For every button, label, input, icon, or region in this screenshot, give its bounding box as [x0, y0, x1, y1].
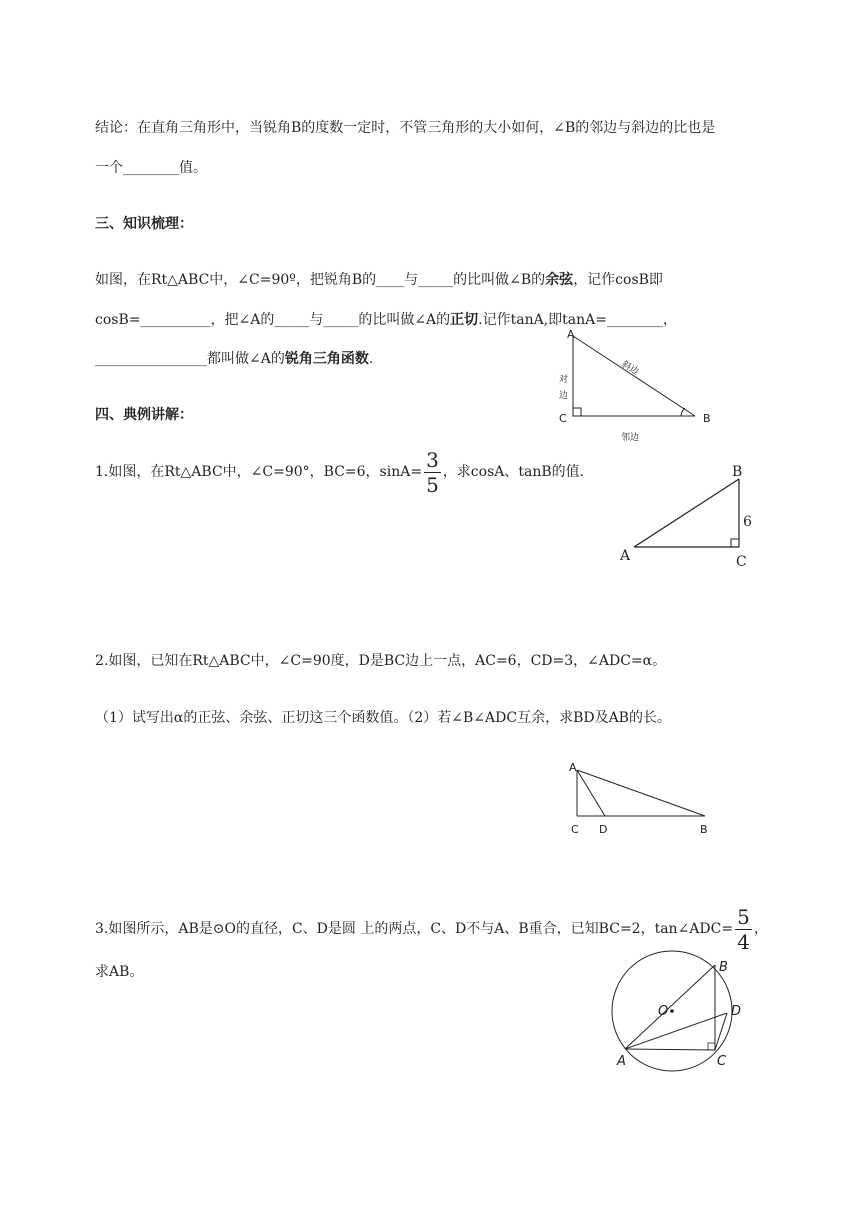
figure-3-label-d: D	[599, 823, 608, 836]
example-1-denominator: 5	[426, 472, 439, 497]
figure-1-right-angle	[573, 408, 581, 416]
figure-2-label-side: 6	[743, 514, 752, 530]
section-3-text: cosB=__________，把∠A的_____与_____的比叫做∠A的	[95, 312, 451, 328]
figure-4-diameter-ab	[625, 965, 715, 1049]
example-3-line-2: 求AB。	[95, 964, 144, 980]
section-3-text: ，记作cosB即	[573, 272, 663, 288]
figure-1-label-opposite-1: 对	[559, 375, 569, 385]
figure-2-label-c: C	[736, 554, 747, 570]
example-2-line-2: （1）试写出α的正弦、余弦、正切这三个函数值。（2）若∠B∠ADC互余，求BD及AB的长。	[95, 710, 671, 726]
term-tangent: 正切	[450, 312, 479, 328]
example-3-text	[95, 906, 768, 952]
conclusion-line-2: 一个________值。	[95, 160, 207, 176]
conclusion-line-1: 结论：在直角三角形中，当锐角B的度数一定时，不管三角形的大小如何，∠B的邻边与斜边的比也是	[95, 120, 716, 136]
section-3-paragraph-2	[95, 310, 677, 330]
figure-4-label-c: C	[717, 1054, 727, 1069]
example-1-text	[95, 449, 584, 495]
figure-3-label-c: C	[571, 823, 579, 836]
figure-3-side-ab	[577, 770, 705, 816]
example-3-numerator: 5	[737, 904, 750, 929]
example-2-line-1: 2.如图，已知在Rt△ABC中，∠C=90度，D是BC边上一点，AC=6，CD=3，∠ADC=α。	[95, 653, 667, 669]
figure-4-chord-cd	[715, 1013, 727, 1050]
figure-4-chord-ad	[625, 1013, 727, 1049]
example-1-fraction	[424, 447, 441, 497]
figure-1-label-adjacent: 邻边	[621, 433, 640, 443]
section-3-heading: 三、知识梳理：	[95, 216, 193, 232]
figure-1-label-b: B	[703, 412, 711, 425]
section-3-text: .	[368, 351, 374, 367]
figure-4-label-a: A	[617, 1054, 626, 1069]
example-1-numerator: 3	[426, 447, 439, 472]
term-acute-trig-functions: 锐角三角函数	[284, 351, 369, 367]
example-1-post: ，求cosA、tanB的值.	[442, 464, 585, 480]
section-3-text: 如图，在Rt△ABC中，∠C=90º，把锐角B的____与_____的比叫做∠B的	[95, 272, 546, 288]
figure-2-side-ab	[634, 479, 739, 547]
figure-4-right-angle	[708, 1043, 715, 1050]
figure-4-label-b: B	[719, 960, 728, 975]
figure-4-chord-ac	[625, 1049, 715, 1050]
figure-example-3-circle	[597, 955, 777, 1075]
figure-3-label-b: B	[700, 823, 708, 836]
term-cosine: 余弦	[545, 272, 574, 288]
figure-2-right-angle	[731, 539, 739, 547]
section-3-text: ________________都叫做∠A的	[95, 351, 285, 367]
example-3-post: ，	[753, 921, 768, 937]
figure-right-triangle-labeled	[555, 328, 730, 448]
example-3-denominator: 4	[737, 929, 750, 954]
section-3-paragraph-3	[95, 349, 373, 369]
figure-1-label-c: C	[559, 412, 567, 425]
figure-example-1-triangle	[612, 462, 787, 572]
example-3-fraction	[735, 904, 752, 954]
figure-4-center-point	[670, 1009, 674, 1013]
section-4-heading: 四、典例讲解：	[95, 407, 193, 423]
figure-1-label-a: A	[567, 328, 575, 341]
example-1-pre: 1.如图，在Rt△ABC中，∠C=90°，BC=6，sinA=	[95, 464, 423, 480]
figure-1-angle-b-arc	[681, 408, 685, 416]
figure-4-label-o: O	[658, 1004, 669, 1019]
example-3-pre: 3.如图所示，AB是⊙O的直径，C、D是圆 上的两点，C、D不与A、B重合，已知BC=2，tan∠ADC=	[95, 921, 734, 937]
figure-2-label-a: A	[620, 548, 631, 564]
section-3-paragraph-1	[95, 270, 663, 290]
figure-3-segment-ad	[577, 770, 605, 816]
figure-2-label-b: B	[732, 464, 743, 480]
section-3-text: .记作tanA,即tanA=________，	[478, 312, 677, 328]
figure-example-2-triangle	[565, 758, 725, 843]
figure-1-label-hypotenuse: 斜边	[619, 359, 641, 378]
figure-4-label-d: D	[731, 1004, 742, 1019]
figure-3-label-a: A	[569, 761, 577, 774]
figure-1-label-opposite-2: 边	[559, 391, 569, 401]
